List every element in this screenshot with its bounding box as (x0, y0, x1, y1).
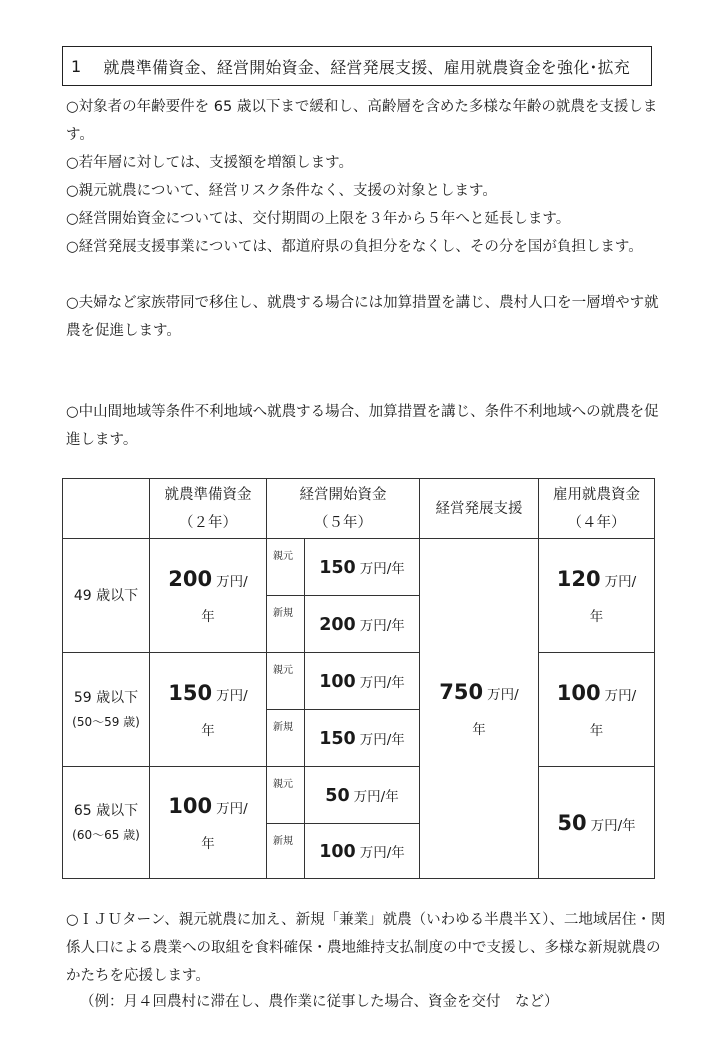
header-start-fund: 経営開始資金 （５年） (267, 479, 420, 539)
prep-amount-59: 150 万円/ 年 (150, 653, 267, 767)
start-shinki-65: 100 万円/年 (305, 824, 420, 879)
kind-shinki-65: 新規 (267, 824, 305, 879)
age-cell-65: 65 歳以下 (60～65 歳) (63, 767, 150, 879)
start-shinki-49: 200 万円/年 (305, 596, 420, 653)
bullet-development-support: ○経営発展支援事業については、都道府県の負担分をなくし、その分を国が負担します。 (66, 239, 643, 255)
emp-amount-49: 120 万円/ 年 (539, 539, 655, 653)
bullet-age-requirement: ○対象者の年齢要件を 65 歳以下まで緩和し、高齢層を含めた多様な年齢の就農を支援します。 (66, 99, 658, 143)
header-empty (63, 479, 150, 539)
funding-table (62, 478, 655, 879)
kind-oyamoto-49: 親元 (267, 539, 305, 596)
prep-amount-49: 200 万円/ 年 (150, 539, 267, 653)
bullet-disadvantaged-area: ○中山間地域等条件不利地域へ就農する場合、加算措置を講じ、条件不利地域への就農を促進します。 (66, 404, 659, 448)
header-emp-fund: 雇用就農資金 （４年） (539, 479, 655, 539)
age-cell-49: 49 歳以下 (63, 539, 150, 653)
bullet-oyamoto: ○親元就農について、経営リスク条件なく、支援の対象とします。 (66, 183, 497, 199)
emp-amount-59: 100 万円/ 年 (539, 653, 655, 767)
bullet-young-increase: ○若年層に対しては、支援額を増額します。 (66, 155, 353, 171)
bullet-start-period: ○経営開始資金については、交付期間の上限を３年から５年へと延長します。 (66, 211, 571, 227)
prep-amount-65: 100 万円/ 年 (150, 767, 267, 879)
bullet-iju-turn: ○ＩＪＵターン、親元就農に加え、新規「兼業」就農（いわゆる半農半Ｘ）、二地域居住・関係人口による農業への取組を食料確保・農地維持支払制度の中で支援し、多様な新規就農のかたちを応援します。 (66, 912, 666, 984)
age-cell-59: 59 歳以下 (50～59 歳) (63, 653, 150, 767)
kind-oyamoto-59: 親元 (267, 653, 305, 710)
header-prep-fund: 就農準備資金 （２年） (150, 479, 267, 539)
start-oyamoto-65: 50 万円/年 (305, 767, 420, 824)
kind-shinki-49: 新規 (267, 596, 305, 653)
start-oyamoto-59: 100 万円/年 (305, 653, 420, 710)
start-oyamoto-49: 150 万円/年 (305, 539, 420, 596)
kind-oyamoto-65: 親元 (267, 767, 305, 824)
section-title-text: 就農準備資金、経営開始資金、経営発展支援、雇用就農資金を強化･拡充 (103, 57, 630, 77)
emp-amount-65: 50 万円/年 (539, 767, 655, 879)
kind-shinki-59: 新規 (267, 710, 305, 767)
start-shinki-59: 150 万円/年 (305, 710, 420, 767)
example-note: （例：月４回農村に滞在し、農作業に従事した場合、資金を交付 など） (80, 994, 559, 1010)
header-dev-support: 経営発展支援 (420, 479, 539, 539)
section-title (62, 46, 652, 86)
dev-amount: 750 万円/ 年 (420, 539, 539, 879)
bullet-family-migration: ○夫婦など家族帯同で移住し、就農する場合には加算措置を講じ、農村人口を一層増やす就農を促進します。 (66, 295, 659, 339)
section-number: 1 (71, 56, 82, 76)
